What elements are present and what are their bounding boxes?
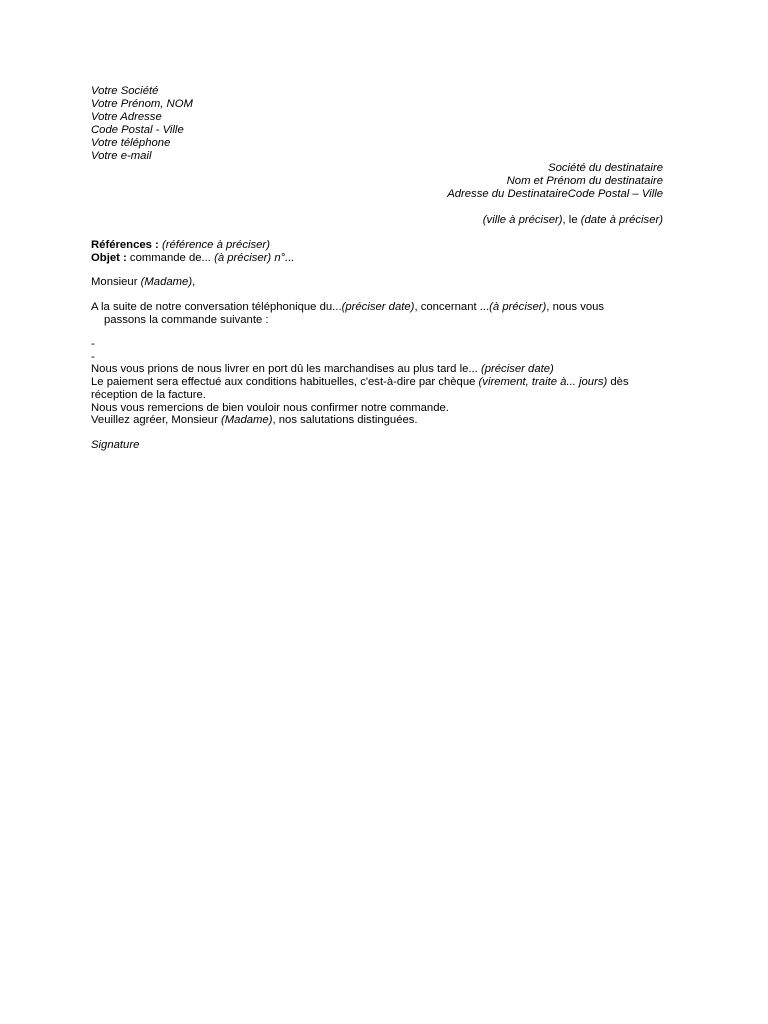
closing-text-b: (Madame): [221, 414, 273, 426]
sender-address: Votre Adresse: [91, 111, 162, 123]
objet-label: Objet :: [91, 252, 127, 264]
bullet-2: -: [91, 351, 95, 363]
para4: Nous vous remercions de bien vouloir nous confirmer notre commande.: [91, 402, 449, 414]
salutation-text: Monsieur: [91, 276, 141, 288]
sender-postal: Code Postal - Ville: [91, 124, 184, 136]
para1-text-c: , concernant ...: [414, 301, 490, 313]
para3-text-c: dès: [607, 376, 629, 388]
salutation-end: ,: [192, 276, 196, 288]
objet-text: commande de...: [126, 252, 215, 264]
sender-name: Votre Prénom, NOM: [91, 98, 193, 110]
para3-line2: réception de la facture.: [91, 389, 206, 401]
sender-company: Votre Société: [91, 85, 159, 97]
para2-text-a: Nous vous prions de nous livrer en port dû les marchandises au plus tard le...: [91, 363, 481, 375]
salutation-alt: (Madame): [140, 276, 193, 288]
references-value: (référence à préciser): [161, 239, 270, 251]
letter-date: (date à préciser): [580, 214, 663, 226]
para1-line2: passons la commande suivante :: [104, 314, 269, 326]
place-date-sep: , le: [562, 214, 581, 226]
closing-text-a: Veuillez agréer, Monsieur: [91, 414, 221, 426]
recipient-name: Nom et Prénom du destinataire: [506, 175, 663, 187]
place-date: [483, 214, 663, 227]
para1-line1: [91, 301, 604, 314]
para1-text-e: , nous vous: [546, 301, 605, 313]
sender-phone: Votre téléphone: [91, 137, 171, 149]
closing: [91, 414, 418, 427]
recipient-address: Adresse du DestinataireCode Postal – Ville: [447, 188, 663, 200]
objet-line: [91, 252, 295, 265]
para1-text-b: (préciser date): [341, 301, 415, 313]
bullet-1: -: [91, 338, 95, 350]
para2-text-b: (préciser date): [480, 363, 554, 375]
sender-email: Votre e-mail: [91, 150, 152, 162]
closing-text-c: , nos salutations distinguées.: [272, 414, 418, 426]
references-label: Références :: [91, 239, 159, 251]
para3-line1: [91, 376, 629, 389]
para1-text-d: (à préciser): [489, 301, 547, 313]
para3-text-b: (virement, traite à... jours): [478, 376, 608, 388]
para1-text-a: A la suite de notre conversation téléphonique du...: [91, 301, 342, 313]
salutation: [91, 276, 195, 289]
recipient-company: Société du destinataire: [548, 162, 663, 174]
signature: Signature: [91, 439, 140, 451]
para3-text-a: Le paiement sera effectué aux conditions habituelles, c'est-à-dire par chèque: [91, 376, 479, 388]
references-line: [91, 239, 270, 252]
place-city: (ville à préciser): [482, 214, 563, 226]
objet-value: (à préciser) n°...: [214, 252, 295, 264]
para2: [91, 363, 554, 376]
